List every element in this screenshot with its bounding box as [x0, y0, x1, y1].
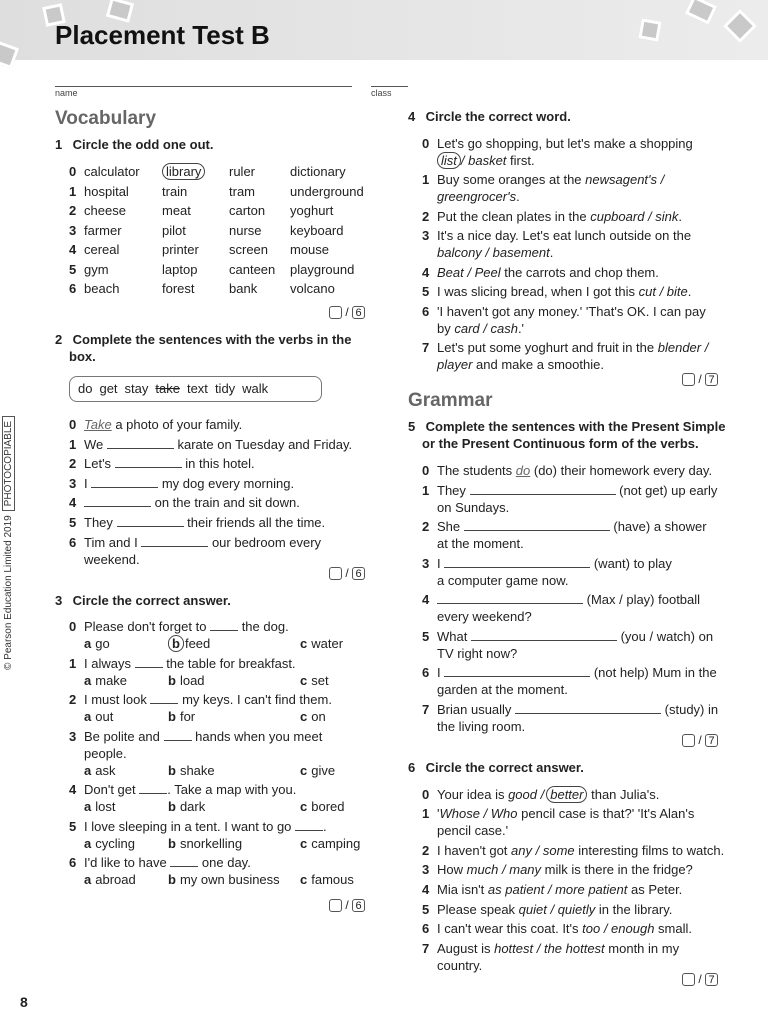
answer-blank[interactable]	[135, 656, 163, 668]
item-number: 6	[422, 304, 430, 319]
item-number: 0	[422, 136, 430, 151]
q2-instruction: 2 Complete the sentences with the verbs in the	[55, 332, 352, 347]
sentence: Let's put some yoghurt and fruit in the blender /	[437, 340, 709, 355]
word-choice[interactable]: Whose / Who	[439, 806, 518, 821]
word-choice[interactable]: greengrocer's	[437, 189, 517, 204]
word-choice[interactable]: Beat / Peel	[437, 265, 501, 280]
option-word[interactable]: bank	[229, 281, 258, 296]
sentence: 'I haven't got any money.' 'That's OK. I can pay	[437, 304, 706, 319]
sentence: What (you / watch) on	[437, 628, 714, 644]
sentence: list / basket first.	[437, 152, 535, 169]
option-word[interactable]: printer	[162, 242, 199, 257]
sentence: I love sleeping in a tent. I want to go .	[84, 818, 327, 834]
item-number: 5	[422, 284, 430, 299]
option-b[interactable]: b shake	[168, 762, 215, 778]
item-number: 5	[69, 515, 77, 530]
q2-instruction-2: box.	[69, 349, 96, 364]
page-number: 8	[20, 994, 28, 1010]
answer-blank[interactable]	[210, 619, 238, 631]
sentence-cont: garden at the moment.	[437, 682, 568, 697]
sentence: Please speak quiet / quietly in the library.	[437, 902, 673, 917]
item-number: 6	[69, 855, 77, 870]
item-number: 2	[69, 456, 77, 472]
name-line[interactable]	[55, 86, 352, 87]
class-line[interactable]	[371, 86, 408, 87]
item-number: 0	[422, 463, 430, 478]
sentence: I (not help) Mum in the	[437, 665, 717, 680]
sentence: How much / many milk is there in the fridge?	[437, 862, 693, 877]
box-word: text	[186, 381, 208, 396]
sentence: Brian usually (study) in	[437, 701, 719, 717]
option-a[interactable]: a lost	[84, 799, 116, 814]
box-word: tidy	[214, 381, 236, 396]
sentence: She (have) a shower	[437, 519, 707, 534]
answer-blank[interactable]	[117, 515, 184, 527]
copyright-side-text: © Pearson Education Limited 2019PHOTOCOPIABLE	[3, 416, 14, 670]
box-word: walk	[242, 381, 269, 396]
option-word[interactable]: yoghurt	[290, 203, 334, 218]
option-word[interactable]: hospital	[84, 183, 129, 199]
option-word[interactable]: cereal	[84, 242, 120, 257]
sentence: by card / cash.'	[437, 321, 525, 336]
item-number: 6	[422, 665, 430, 680]
sentence: Buy some oranges at the newsagent's /	[437, 172, 665, 187]
option-word[interactable]: keyboard	[290, 222, 344, 238]
option-a[interactable]: a make	[84, 672, 128, 688]
option-a[interactable]: a abroad	[84, 872, 136, 887]
item-number: 5	[422, 902, 430, 917]
option-b[interactable]: b load	[168, 672, 205, 688]
answer-blank[interactable]	[107, 437, 174, 449]
sentence: It's a nice day. Let's eat lunch outside on the	[437, 228, 692, 243]
q6-score: / 7	[682, 972, 718, 986]
answer-blank[interactable]	[170, 855, 198, 867]
option-c[interactable]: c camping	[300, 835, 361, 851]
q5-instruction-2: or the Present Continuous form of the verbs.	[422, 436, 699, 451]
option-word[interactable]: canteen	[229, 261, 276, 277]
option-word[interactable]: tram	[229, 183, 255, 199]
item-number: 4	[422, 592, 430, 607]
sentence: 'Whose / Who pencil case is that?' 'It's Alan's	[437, 806, 695, 821]
option-b[interactable]: b dark	[168, 799, 206, 814]
sentence-cont: people.	[84, 745, 127, 761]
item-number: 3	[422, 228, 430, 243]
answer-blank[interactable]	[150, 692, 178, 704]
item-number: 4	[422, 265, 430, 280]
option-word[interactable]: calculator	[84, 164, 140, 179]
word-choice[interactable]: blender /	[657, 340, 709, 355]
item-number: 7	[422, 941, 430, 956]
sentence: (Max / play) football	[437, 591, 700, 608]
word-choice[interactable]: player	[437, 357, 473, 372]
sentence: I must look my keys. I can't find them.	[84, 692, 332, 707]
item-number: 6	[422, 921, 430, 936]
word-choice[interactable]: cupboard / sink	[590, 209, 679, 224]
item-number: 0	[69, 417, 77, 432]
decorative-square	[638, 18, 661, 41]
q5-instruction: 5 Complete the sentences with the Present Simple	[408, 419, 726, 434]
q1-score: / 6	[329, 305, 365, 319]
option-word[interactable]: farmer	[84, 222, 122, 238]
option-word[interactable]: laptop	[162, 261, 198, 277]
option-word[interactable]: library	[162, 163, 205, 180]
item-number: 3	[69, 222, 77, 238]
item-number: 4	[69, 782, 77, 797]
sentence: Don't get . Take a map with you.	[84, 782, 297, 797]
sentence: I can't wear this coat. It's too / enough small.	[437, 921, 692, 936]
item-number: 4	[422, 882, 430, 897]
option-word[interactable]: cheese	[84, 203, 126, 218]
item-number: 1	[422, 172, 430, 187]
option-c[interactable]: c set	[300, 672, 329, 688]
answer-blank[interactable]	[464, 519, 610, 531]
option-b[interactable]: b for	[168, 709, 196, 724]
sentence: Beat / Peel the carrots and chop them.	[437, 265, 659, 280]
option-word[interactable]: pilot	[162, 222, 186, 238]
sentence: They their friends all the time.	[84, 515, 326, 530]
option-word[interactable]: dictionary	[290, 164, 346, 179]
item-number: 6	[69, 534, 77, 550]
item-number: 6	[69, 281, 77, 296]
sentence-cont: every weekend?	[437, 609, 532, 624]
item-number: 0	[69, 164, 77, 179]
answer-blank[interactable]	[444, 556, 590, 568]
example-answer: Take	[84, 417, 112, 432]
word-choice[interactable]: hottest / the hottest	[494, 941, 605, 956]
answer-blank[interactable]	[471, 629, 617, 641]
option-word[interactable]: carton	[229, 203, 266, 218]
sentence: I'd like to have one day.	[84, 855, 251, 870]
word-choice[interactable]: any / some	[511, 843, 575, 858]
item-number: 7	[422, 340, 430, 355]
sentence: player and make a smoothie.	[437, 357, 604, 372]
answer-blank[interactable]	[84, 495, 151, 507]
option-c[interactable]: c bored	[300, 799, 345, 814]
word-choice[interactable]: good /	[508, 787, 545, 802]
item-number: 7	[422, 701, 430, 717]
item-number: 5	[69, 261, 77, 277]
sentence: We karate on Tuesday and Friday.	[84, 436, 353, 452]
item-number: 2	[69, 692, 77, 707]
q4-instruction: 4 Circle the correct word.	[408, 109, 571, 124]
option-word[interactable]: nurse	[229, 222, 262, 238]
sentence: The students do (do) their homework every day.	[437, 463, 713, 478]
circled-answer[interactable]: list	[437, 152, 461, 169]
sentence: They (not get) up early	[437, 482, 718, 498]
word-choice[interactable]: cut / bite	[638, 284, 688, 299]
item-number: 0	[69, 619, 77, 634]
option-word[interactable]: playground	[290, 261, 355, 277]
item-number: 2	[422, 519, 430, 534]
item-number: 4	[69, 242, 77, 257]
item-number: 1	[69, 436, 77, 452]
q1-instruction: 1 Circle the odd one out.	[55, 137, 214, 152]
box-word: get	[99, 381, 118, 396]
sentence: on the train and sit down.	[84, 494, 300, 511]
option-a[interactable]: a cycling	[84, 835, 135, 851]
example-answer: do	[515, 463, 531, 478]
word-choice[interactable]: as patient / more patient	[487, 882, 628, 897]
box-word: take	[155, 381, 180, 396]
option-word[interactable]: mouse	[290, 242, 330, 257]
option-c[interactable]: c water	[300, 636, 344, 651]
sentence: Take a photo of your family.	[84, 417, 243, 432]
q2-score: / 6	[329, 566, 365, 580]
word-choice[interactable]: / basket	[460, 153, 507, 168]
answer-blank[interactable]	[470, 483, 616, 495]
sentence: I was slicing bread, when I got this cut / bite.	[437, 284, 692, 299]
class-label: class	[371, 88, 392, 98]
answer-blank[interactable]	[115, 456, 182, 468]
option-b[interactable]: b my own business	[168, 872, 280, 887]
grammar-heading: Grammar	[408, 390, 493, 411]
answer-blank[interactable]	[295, 819, 323, 831]
word-choice[interactable]: quiet / quietly	[518, 902, 596, 917]
name-label: name	[55, 88, 78, 98]
answer-blank[interactable]	[141, 535, 208, 547]
sentence-cont: a computer game now.	[437, 572, 569, 588]
option-b[interactable]: b snorkelling	[168, 835, 243, 851]
sentence: pencil case.'	[437, 823, 509, 838]
item-number: 2	[422, 843, 430, 858]
sentence: Be polite and hands when you meet	[84, 728, 323, 744]
answer-blank[interactable]	[139, 782, 167, 794]
page-title: Placement Test B	[55, 20, 270, 50]
q2-item6-cont: weekend.	[84, 552, 140, 567]
sentence: country.	[437, 958, 483, 973]
sentence: I my dog every morning.	[84, 475, 295, 491]
item-number: 3	[69, 475, 77, 491]
sentence-cont: on Sundays.	[437, 499, 510, 515]
circled-answer[interactable]: better	[546, 786, 587, 803]
option-b[interactable]: b feed	[168, 635, 210, 652]
box-word: do	[78, 381, 93, 396]
option-c[interactable]: c give	[300, 762, 336, 778]
item-number: 0	[422, 787, 430, 802]
sentence-cont: TV right now?	[437, 645, 518, 661]
item-number: 2	[422, 209, 430, 224]
option-word[interactable]: gym	[84, 261, 109, 277]
item-number: 1	[69, 655, 77, 671]
option-word[interactable]: screen	[229, 242, 269, 257]
sentence: Please don't forget to the dog.	[84, 619, 289, 634]
sentence: Let's go shopping, but let's make a shopping	[437, 136, 693, 151]
q6-instruction: 6 Circle the correct answer.	[408, 760, 584, 775]
sentence: I (want) to play	[437, 555, 672, 571]
word-choice[interactable]: card / cash	[454, 321, 518, 336]
photocopiable-label: PHOTOCOPIABLE	[2, 416, 15, 511]
item-number: 1	[422, 806, 430, 821]
option-word[interactable]: underground	[290, 183, 364, 199]
item-number: 3	[69, 728, 77, 744]
sentence-cont: the living room.	[437, 718, 526, 734]
sentence-cont: at the moment.	[437, 536, 524, 551]
sentence: Your idea is good / better than Julia's.	[437, 787, 660, 802]
item-number: 4	[69, 495, 77, 511]
answer-blank[interactable]	[164, 729, 192, 741]
item-number: 3	[422, 862, 430, 877]
item-number: 1	[422, 482, 430, 498]
word-box	[69, 376, 322, 402]
option-a[interactable]: a out	[84, 709, 114, 724]
sentence: Put the clean plates in the cupboard / sink.	[437, 209, 683, 224]
answer-blank[interactable]	[91, 476, 158, 488]
option-a[interactable]: a go	[84, 636, 110, 651]
word-choice[interactable]: newsagent's /	[585, 172, 665, 187]
sentence: I always the table for breakfast.	[84, 655, 296, 671]
vocabulary-heading: Vocabulary	[55, 108, 157, 129]
sentence: balcony / basement.	[437, 245, 554, 260]
option-c[interactable]: c famous	[300, 872, 354, 887]
item-number: 2	[69, 203, 77, 218]
q4-score: / 7	[682, 372, 718, 386]
answer-blank[interactable]	[444, 665, 590, 677]
option-word[interactable]: beach	[84, 281, 120, 296]
answer-blank[interactable]	[515, 702, 661, 714]
sentence: August is hottest / the hottest month in my	[437, 941, 680, 956]
option-a[interactable]: a ask	[84, 762, 116, 778]
sentence: Mia isn't as patient / more patient as Peter.	[437, 882, 683, 897]
word-choice[interactable]: too / enough	[582, 921, 655, 936]
sentence: I haven't got any / some interesting films to watch.	[437, 843, 725, 858]
option-word[interactable]: volcano	[290, 281, 335, 296]
word-choice[interactable]: balcony / basement	[437, 245, 550, 260]
item-number: 5	[422, 628, 430, 644]
option-word[interactable]: meat	[162, 203, 191, 218]
answer-blank[interactable]	[437, 592, 583, 604]
item-number: 1	[69, 183, 77, 199]
sentence: greengrocer's.	[437, 189, 520, 204]
sentence: Let's in this hotel.	[84, 456, 255, 472]
option-c[interactable]: c on	[300, 709, 326, 724]
q3-score: / 6	[329, 898, 365, 912]
box-word: stay	[124, 381, 149, 396]
option-word[interactable]: ruler	[229, 164, 256, 179]
word-choice[interactable]: much / many	[466, 862, 542, 877]
q3-instruction: 3 Circle the correct answer.	[55, 593, 231, 608]
option-word[interactable]: train	[162, 183, 188, 199]
q5-score: / 7	[682, 733, 718, 747]
sentence: Tim and I our bedroom every	[84, 534, 322, 550]
item-number: 5	[69, 818, 77, 834]
option-word[interactable]: forest	[162, 281, 195, 296]
item-number: 3	[422, 555, 430, 571]
